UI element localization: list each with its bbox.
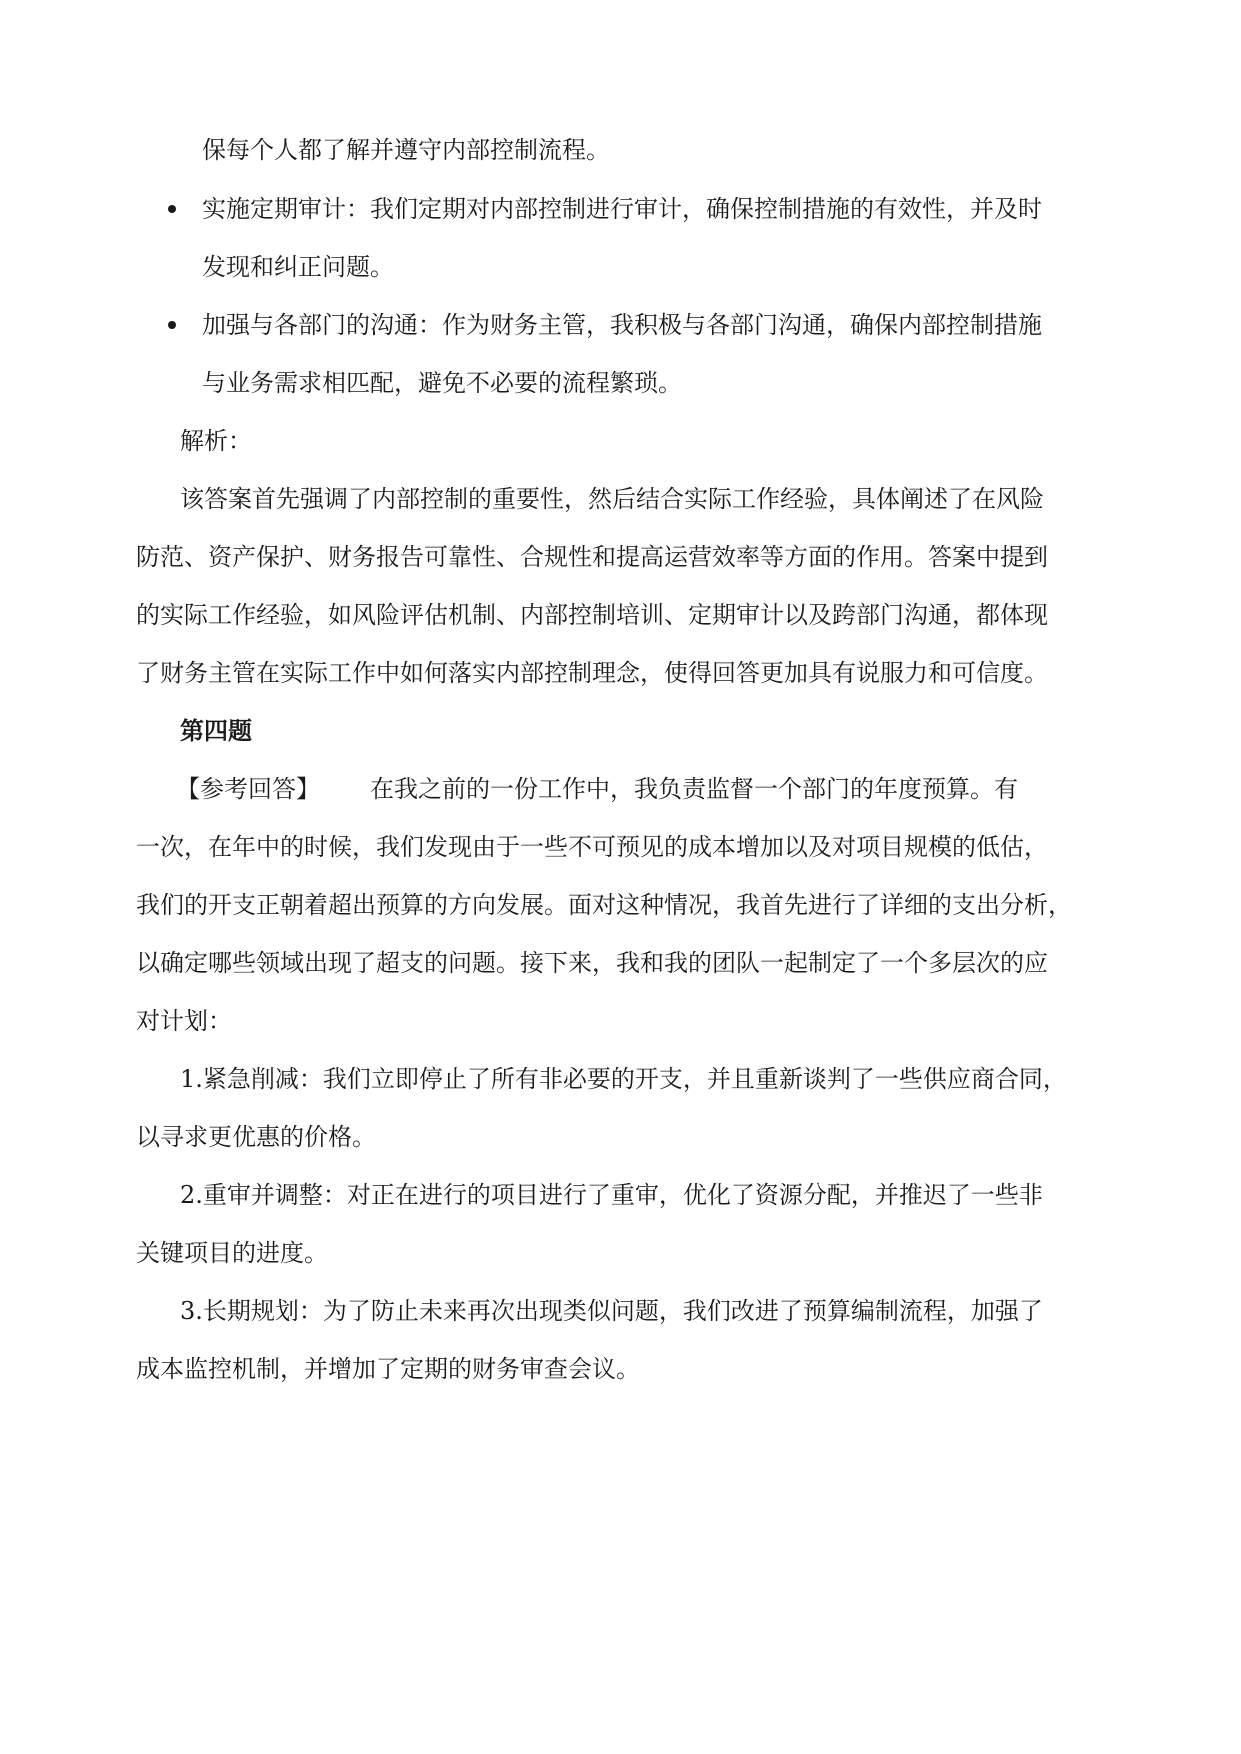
item-2-line-2: 关键项目的进度。 (136, 1239, 328, 1267)
bullet-2-line-1: 加强与各部门的沟通：作为财务主管，我积极与各部门沟通，确保内部控制措施 (202, 311, 1042, 339)
answer-line-3: 我们的开支正朝着超出预算的方向发展。面对这种情况，我首先进行了详细的支出分析， (136, 891, 1072, 919)
answer-line-4: 以确定哪些领域出现了超支的问题。接下来，我和我的团队一起制定了一个多层次的应 (136, 949, 1048, 977)
bullet-2-line-2: 与业务需求相匹配，避免不必要的流程繁琐。 (202, 369, 682, 397)
answer-line-2: 一次，在年中的时候，我们发现由于一些不可预见的成本增加以及对项目规模的低估， (136, 833, 1048, 861)
section-title: 第四题 (180, 716, 252, 745)
bullet-1-line-1: 实施定期审计：我们定期对内部控制进行审计，确保控制措施的有效性，并及时 (202, 195, 1042, 223)
analysis-line-2: 防范、资产保护、财务报告可靠性、合规性和提高运营效率等方面的作用。答案中提到 (136, 543, 1048, 571)
item-1-line-2: 以寻求更优惠的价格。 (136, 1123, 376, 1151)
answer-line-1: 在我之前的一份工作中，我负责监督一个部门的年度预算。有 (370, 775, 1018, 803)
item-2-line-1: 2.重审并调整：对正在进行的项目进行了重审，优化了资源分配，并推迟了一些非 (180, 1181, 1043, 1209)
analysis-label: 解析： (180, 427, 252, 455)
bullet-dot-icon (168, 205, 176, 213)
continuation-text: 保每个人都了解并遵守内部控制流程。 (202, 136, 610, 164)
analysis-line-3: 的实际工作经验，如风险评估机制、内部控制培训、定期审计以及跨部门沟通，都体现 (136, 601, 1048, 629)
answer-label: 【参考回答】 (176, 775, 320, 803)
bullet-1-line-2: 发现和纠正问题。 (202, 253, 394, 281)
item-3-line-1: 3.长期规划：为了防止未来再次出现类似问题，我们改进了预算编制流程，加强了 (180, 1297, 1043, 1325)
bullet-dot-icon (168, 321, 176, 329)
analysis-line-4: 了财务主管在实际工作中如何落实内部控制理念，使得回答更加具有说服力和可信度。 (136, 659, 1048, 687)
item-3-line-2: 成本监控机制，并增加了定期的财务审查会议。 (136, 1355, 640, 1383)
analysis-line-1: 该答案首先强调了内部控制的重要性，然后结合实际工作经验，具体阐述了在风险 (180, 485, 1044, 513)
answer-line-5: 对计划： (136, 1007, 232, 1035)
item-1-line-1: 1.紧急削减：我们立即停止了所有非必要的开支，并且重新谈判了一些供应商合同， (180, 1065, 1067, 1093)
